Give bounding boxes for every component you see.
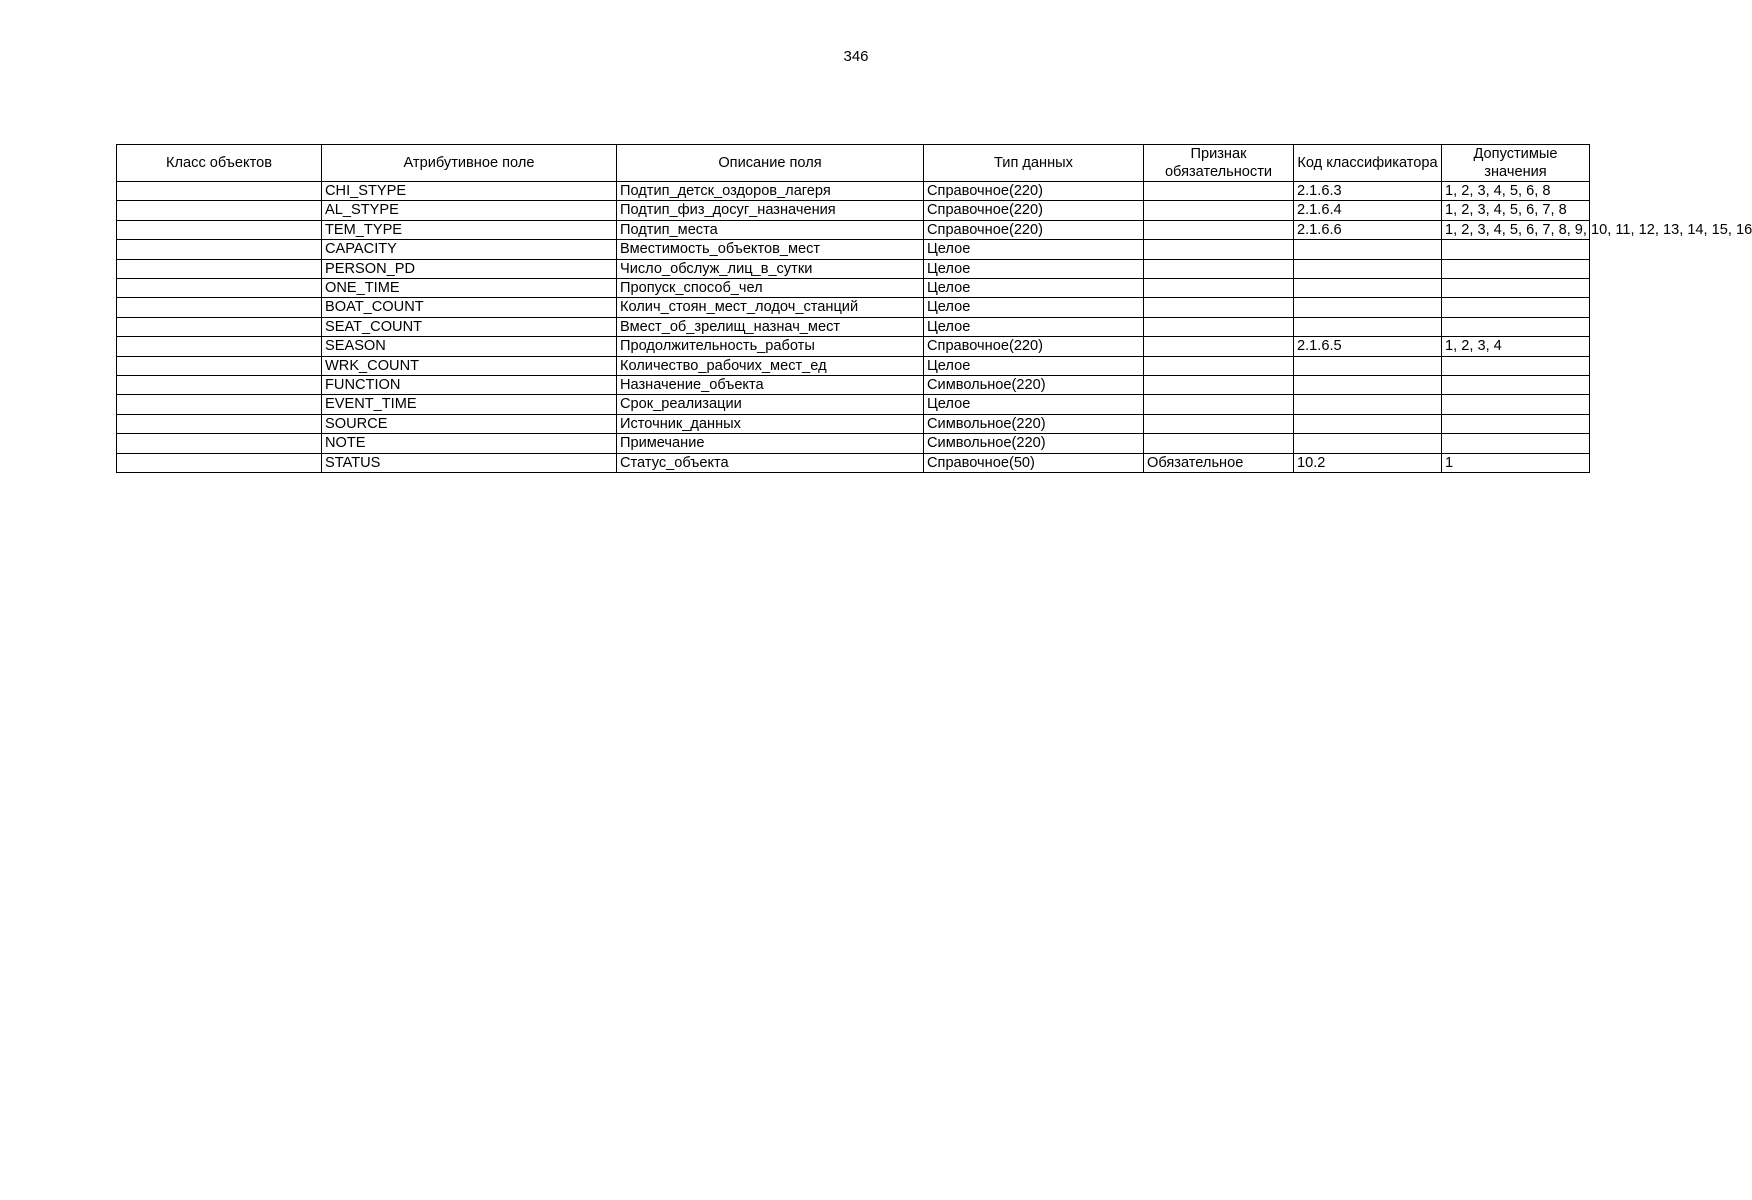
- cell-field: ONE_TIME: [322, 279, 617, 298]
- table-row: [117, 279, 1590, 298]
- cell-field: TEM_TYPE: [322, 220, 617, 239]
- cell-required: [1144, 220, 1294, 239]
- cell-type: Справочное(220): [924, 182, 1144, 201]
- cell-field: EVENT_TIME: [322, 395, 617, 414]
- cell-class: [117, 220, 322, 239]
- cell-class: [117, 279, 322, 298]
- cell-description: Количество_рабочих_мест_ед: [617, 356, 924, 375]
- cell-allowed: 1, 2, 3, 4, 5, 6, 7, 8: [1442, 201, 1590, 220]
- cell-field: SOURCE: [322, 414, 617, 433]
- cell-required: Обязательное: [1144, 453, 1294, 472]
- cell-allowed: [1442, 317, 1590, 336]
- cell-description: Продолжительность_работы: [617, 337, 924, 356]
- cell-type: Справочное(220): [924, 337, 1144, 356]
- header-allowed: Допустимые значения: [1442, 145, 1590, 182]
- header-description: Описание поля: [617, 145, 924, 182]
- cell-required: [1144, 317, 1294, 336]
- cell-class: [117, 337, 322, 356]
- cell-class: [117, 395, 322, 414]
- cell-class: [117, 376, 322, 395]
- cell-type: Целое: [924, 395, 1144, 414]
- cell-code: 10.2: [1294, 453, 1442, 472]
- table-row: [117, 453, 1590, 472]
- cell-field: SEASON: [322, 337, 617, 356]
- cell-code: 2.1.6.5: [1294, 337, 1442, 356]
- cell-required: [1144, 259, 1294, 278]
- cell-description: Вместимость_объектов_мест: [617, 240, 924, 259]
- cell-description: Пропуск_способ_чел: [617, 279, 924, 298]
- cell-type: Справочное(50): [924, 453, 1144, 472]
- table-row: [117, 434, 1590, 453]
- cell-description: Подтип_физ_досуг_назначения: [617, 201, 924, 220]
- header-class: Класс объектов: [117, 145, 322, 182]
- cell-allowed: [1442, 434, 1590, 453]
- cell-type: Справочное(220): [924, 201, 1144, 220]
- cell-code: 2.1.6.3: [1294, 182, 1442, 201]
- cell-type: Символьное(220): [924, 376, 1144, 395]
- cell-description: Колич_стоян_мест_лодоч_станций: [617, 298, 924, 317]
- table-row: [117, 395, 1590, 414]
- cell-type: Целое: [924, 279, 1144, 298]
- cell-type: Символьное(220): [924, 414, 1144, 433]
- cell-allowed: [1442, 279, 1590, 298]
- cell-type: Целое: [924, 356, 1144, 375]
- cell-class: [117, 298, 322, 317]
- cell-allowed: [1442, 240, 1590, 259]
- cell-description: Источник_данных: [617, 414, 924, 433]
- cell-required: [1144, 395, 1294, 414]
- table-row: [117, 337, 1590, 356]
- cell-field: NOTE: [322, 434, 617, 453]
- cell-class: [117, 453, 322, 472]
- table-header-row: [117, 145, 1590, 182]
- table-row: [117, 376, 1590, 395]
- cell-code: [1294, 356, 1442, 375]
- header-code: Код классификатора: [1294, 145, 1442, 182]
- cell-class: [117, 356, 322, 375]
- cell-field: CHI_STYPE: [322, 182, 617, 201]
- cell-required: [1144, 279, 1294, 298]
- cell-code: [1294, 395, 1442, 414]
- cell-required: [1144, 240, 1294, 259]
- cell-class: [117, 240, 322, 259]
- cell-class: [117, 201, 322, 220]
- cell-class: [117, 259, 322, 278]
- cell-description: Примечание: [617, 434, 924, 453]
- cell-field: STATUS: [322, 453, 617, 472]
- cell-required: [1144, 414, 1294, 433]
- cell-code: [1294, 259, 1442, 278]
- cell-field: PERSON_PD: [322, 259, 617, 278]
- cell-code: [1294, 434, 1442, 453]
- cell-required: [1144, 182, 1294, 201]
- cell-allowed: [1442, 259, 1590, 278]
- attribute-table: [116, 144, 1752, 473]
- cell-allowed: [1442, 356, 1590, 375]
- cell-field: AL_STYPE: [322, 201, 617, 220]
- cell-allowed: 1: [1442, 453, 1590, 472]
- table-row: [117, 356, 1590, 375]
- header-type: Тип данных: [924, 145, 1144, 182]
- header-required: Признак обязательности: [1144, 145, 1294, 182]
- cell-type: Целое: [924, 317, 1144, 336]
- cell-description: Срок_реализации: [617, 395, 924, 414]
- table-row: [117, 201, 1590, 220]
- cell-class: [117, 434, 322, 453]
- cell-type: Символьное(220): [924, 434, 1144, 453]
- cell-class: [117, 317, 322, 336]
- cell-class: [117, 414, 322, 433]
- cell-allowed: [1442, 298, 1590, 317]
- table-row: [117, 240, 1590, 259]
- cell-code: [1294, 376, 1442, 395]
- cell-allowed: 1, 2, 3, 4, 5, 6, 8: [1442, 182, 1590, 201]
- cell-description: Вмест_об_зрелищ_назнач_мест: [617, 317, 924, 336]
- cell-field: WRK_COUNT: [322, 356, 617, 375]
- cell-required: [1144, 376, 1294, 395]
- cell-field: SEAT_COUNT: [322, 317, 617, 336]
- table-row: [117, 220, 1590, 239]
- cell-code: [1294, 317, 1442, 336]
- cell-type: Целое: [924, 298, 1144, 317]
- cell-allowed: [1442, 414, 1590, 433]
- cell-field: FUNCTION: [322, 376, 617, 395]
- cell-type: Целое: [924, 240, 1144, 259]
- cell-required: [1144, 434, 1294, 453]
- cell-allowed: [1442, 376, 1590, 395]
- cell-allowed: 1, 2, 3, 4, 5, 6, 7, 8, 9, 10, 11, 12, 13, 14, 15, 16: [1442, 220, 1590, 239]
- cell-type: Справочное(220): [924, 220, 1144, 239]
- cell-description: Подтип_места: [617, 220, 924, 239]
- cell-required: [1144, 356, 1294, 375]
- header-field: Атрибутивное поле: [322, 145, 617, 182]
- table-row: [117, 182, 1590, 201]
- page-number: 346: [843, 48, 869, 65]
- table-row: [117, 259, 1590, 278]
- cell-required: [1144, 298, 1294, 317]
- table-row: [117, 317, 1590, 336]
- cell-description: Назначение_объекта: [617, 376, 924, 395]
- cell-code: [1294, 240, 1442, 259]
- cell-code: [1294, 298, 1442, 317]
- cell-class: [117, 182, 322, 201]
- table-body: [117, 182, 1752, 473]
- table-row: [117, 298, 1590, 317]
- cell-allowed: 1, 2, 3, 4: [1442, 337, 1590, 356]
- cell-code: 2.1.6.4: [1294, 201, 1442, 220]
- cell-field: BOAT_COUNT: [322, 298, 617, 317]
- cell-code: 2.1.6.6: [1294, 220, 1442, 239]
- cell-code: [1294, 279, 1442, 298]
- cell-field: CAPACITY: [322, 240, 617, 259]
- cell-allowed: [1442, 395, 1590, 414]
- cell-required: [1144, 337, 1294, 356]
- table-row: [117, 414, 1590, 433]
- cell-description: Подтип_детск_оздоров_лагеря: [617, 182, 924, 201]
- cell-description: Статус_объекта: [617, 453, 924, 472]
- cell-code: [1294, 414, 1442, 433]
- cell-description: Число_обслуж_лиц_в_сутки: [617, 259, 924, 278]
- cell-required: [1144, 201, 1294, 220]
- cell-type: Целое: [924, 259, 1144, 278]
